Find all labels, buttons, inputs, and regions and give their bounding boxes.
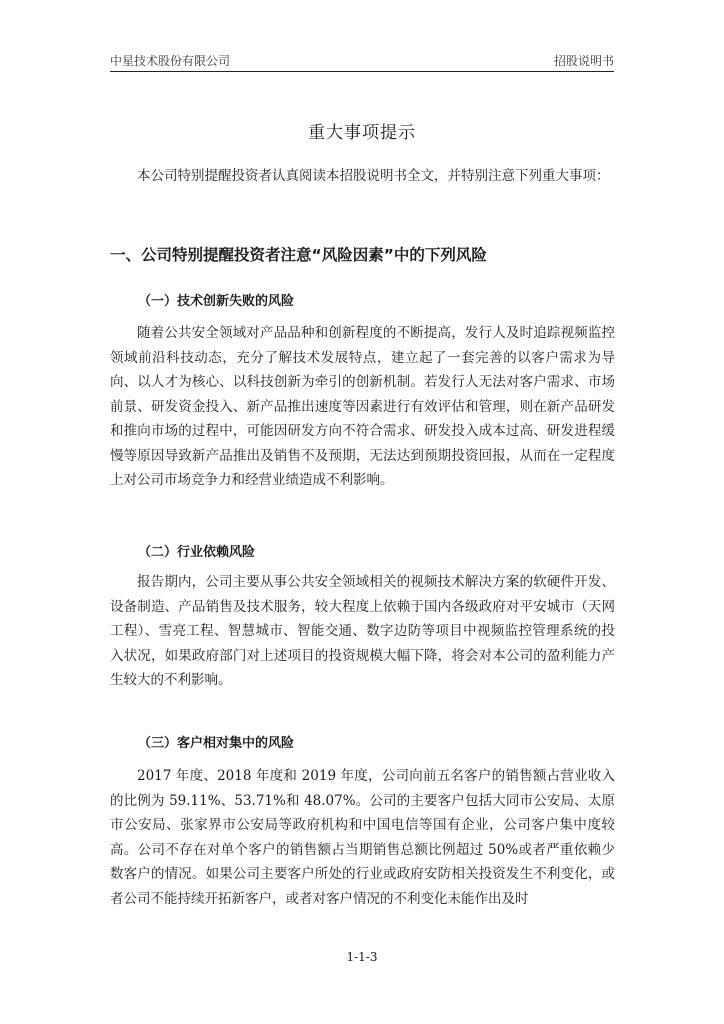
page-header (110, 52, 614, 68)
subsection-heading-industry-dependence: （二）行业依赖风险 (138, 545, 256, 560)
section-heading-risks: 一、公司特别提醒投资者注意“风险因素”中的下列风险 (110, 246, 487, 264)
page-title: 重大事项提示 (308, 123, 416, 143)
header-rule (110, 71, 614, 72)
header-document-type: 招股说明书 (553, 54, 614, 68)
header-company-name: 中星技术股份有限公司 (110, 54, 231, 68)
subsection-body-tech-innovation: 随着公共安全领域对产品品种和创新程度的不断提高，发行人及时追踪视频监控领域前沿科技动态，充分了解技术发展特点，建立起了一套完善的以客户需求为导向、以人才为核心、以科技创新为牵引的创新机制。若发行人无法对客户需求、市场前景、研发资金投入、新产品推出速度等因素进行有效评估和管理，则在新产品研发和推向市场的过程中，可能因研发方向不符合需求、研发投入成本过高、研发进程缓慢等原因导致新产品推出及销售不及预期，无法达到预期投资回报，从而在一定程度上对公司市场竞争力和经营业绩造成不利影响。 (110, 325, 615, 488)
page-number: 1-1-3 (346, 950, 378, 964)
subsection-heading-customer-concentration: （三）客户相对集中的风险 (138, 736, 295, 751)
intro-paragraph: 本公司特别提醒投资者认真阅读本招股说明书全文，并特别注意下列重大事项： (137, 168, 610, 184)
subsection-body-customer-concentration: 2017 年度、2018 年度和 2019 年度，公司向前五名客户的销售额占营业收入的比例为 59.11%、53.71%和 48.07%。公司的主要客户包括大同市公安局、太原市公安局、张家界市公安局等政府机构和中国电信等国有企业，公司客户集中度较高。公司不存在对单个客户的销售额占当期销售总额比例超过 50%或者严重依赖少数客户的情况。如果公司主要客户所处的行业或政府安防相关投资发生不利变化，或者公司不能持续开拓新客户，或者对客户情况的不利变化未能作出及时 (110, 768, 615, 907)
subsection-heading-tech-innovation: （一）技术创新失败的风险 (138, 294, 295, 309)
subsection-body-industry-dependence: 报告期内，公司主要从事公共安全领域相关的视频技术解决方案的软硬件开发、设备制造、产品销售及技术服务，较大程度上依赖于国内各级政府对平安城市（天网工程）、雪亮工程、智慧城市、智能交通、数字边防等项目中视频监控管理系统的投入状况，如果政府部门对上述项目的投资规模大幅下降，将会对本公司的盈利能力产生较大的不利影响。 (110, 574, 615, 688)
